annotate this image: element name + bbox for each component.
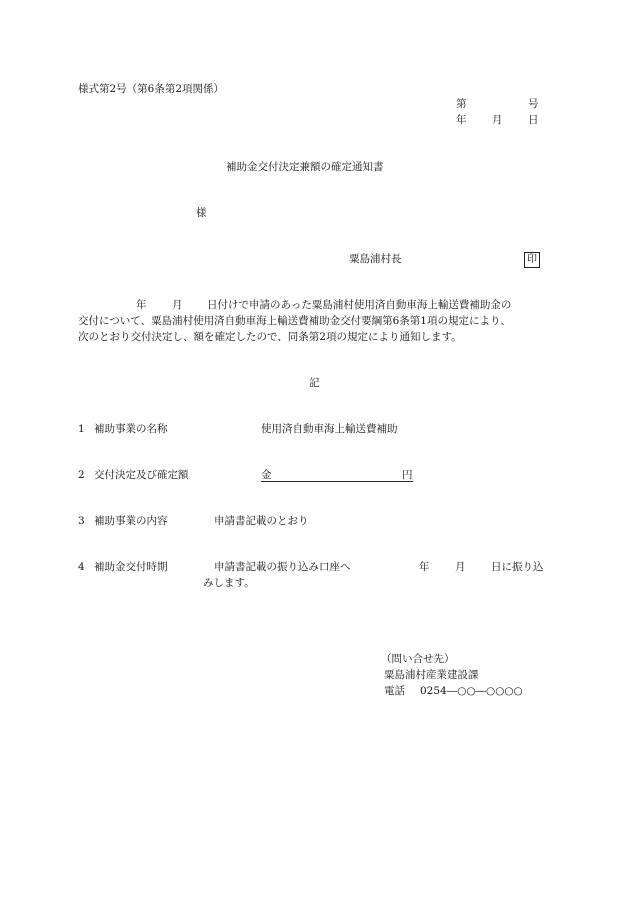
date-day-label: 日 — [528, 114, 539, 126]
item-2-label: 交付決定及び確定額 — [94, 469, 189, 481]
body-line-1: 日付けで申請のあった粟島浦村使用済自動車海上輸送費補助金の — [207, 299, 512, 311]
body-line-2: 交付について、粟島浦村使用済自動車海上輸送費補助金交付要綱第6条第1項の規定により、 — [78, 315, 511, 327]
body-line-3: 次のとおり交付決定し、額を確定したので、同条第2項の規定により通知します。 — [78, 331, 462, 343]
body-year-label: 年 — [136, 299, 147, 311]
number-suffix: 号 — [528, 98, 539, 110]
item-4-label: 補助金交付時期 — [94, 561, 168, 573]
item-4-number: 4 — [78, 561, 85, 573]
document-title: 補助金交付決定兼額の確定通知書 — [226, 161, 384, 173]
item-4-year-label: 年 — [419, 561, 430, 573]
item-4-continuation: みします。 — [203, 577, 255, 589]
addressee-honorific: 様 — [196, 207, 207, 219]
form-label: 様式第2号（第6条第2項関係） — [78, 83, 225, 95]
item-4-day-tail: 日に振り込 — [491, 561, 544, 573]
item-3-value: 申請書記載のとおり — [214, 515, 309, 527]
ki-heading: 記 — [309, 377, 320, 389]
item-3-number: 3 — [78, 515, 85, 527]
item-3-label: 補助事業の内容 — [94, 515, 168, 527]
date-year-label: 年 — [456, 114, 467, 126]
body-month-label: 月 — [172, 299, 183, 311]
contact-phone-number: 0254―○○―○○○○ — [420, 685, 523, 697]
item-2-kin: 金 — [261, 469, 272, 481]
item-2-number: 2 — [78, 469, 85, 481]
seal-mark: 印 — [524, 252, 540, 268]
item-4-month-label: 月 — [455, 561, 466, 573]
item-4-value: 申請書記載の振り込み口座へ — [214, 561, 351, 573]
number-prefix: 第 — [456, 98, 467, 110]
contact-heading: （問い合せ先） — [381, 653, 455, 665]
contact-department: 粟島浦村産業建設課 — [384, 669, 479, 681]
item-1-number: 1 — [78, 423, 85, 435]
item-1-label: 補助事業の名称 — [94, 423, 168, 435]
amount-underline — [261, 481, 413, 482]
issuer-name: 粟島浦村長 — [349, 253, 402, 265]
item-1-value: 使用済自動車海上輸送費補助 — [261, 423, 398, 435]
date-month-label: 月 — [492, 114, 503, 126]
contact-phone-label: 電話 — [384, 685, 405, 697]
item-2-yen: 円 — [402, 469, 413, 481]
